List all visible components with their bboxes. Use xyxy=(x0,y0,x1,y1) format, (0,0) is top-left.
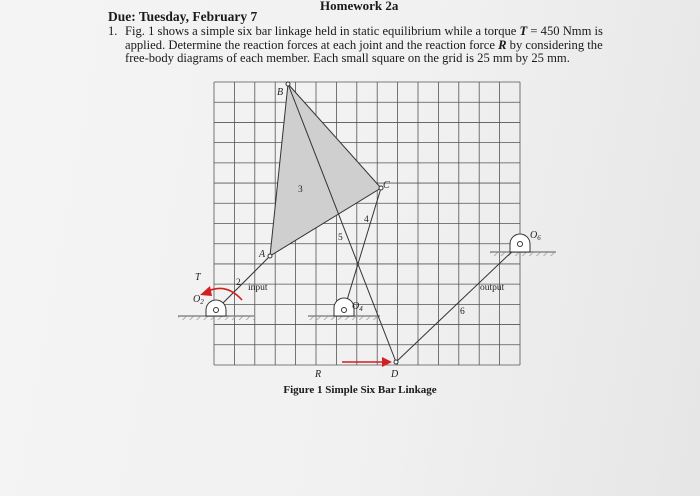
torque-symbol: T xyxy=(519,24,528,38)
label-o4: $O_4$ xyxy=(352,301,363,313)
homework-title: Homework 2a xyxy=(320,0,399,13)
force-arrow-r xyxy=(342,357,392,367)
figure-caption: Figure 1 Simple Six Bar Linkage xyxy=(283,384,437,396)
joint-b xyxy=(286,82,290,86)
force-symbol: R xyxy=(498,37,507,52)
label-o6: $O_6$ xyxy=(530,230,541,242)
label-output: output xyxy=(480,283,505,293)
due-date: Due: Tuesday, February 7 xyxy=(108,9,258,24)
problem-text-part1: Fig. 1 shows a simple six bar linkage held in static equilibrium while a torque xyxy=(125,24,520,38)
label-b: B xyxy=(277,87,284,98)
link-6-output xyxy=(396,244,520,362)
pivot-o4 xyxy=(334,298,354,316)
torque-arrow xyxy=(200,286,242,300)
pivot-o2 xyxy=(206,300,226,316)
ground-o2 xyxy=(178,316,254,320)
problem-text-part3: by considering the free-body diagrams of each member. Each small square on the grid is 25 mm by 25 mm. xyxy=(125,37,603,65)
label-input: input xyxy=(248,283,268,293)
label-t: T xyxy=(195,272,201,283)
link-3-ternary xyxy=(270,84,381,256)
pivot-o6 xyxy=(510,234,530,252)
joint-a xyxy=(268,254,272,258)
label-link-6: 6 xyxy=(460,307,465,317)
ground-o6 xyxy=(490,252,556,256)
joint-d xyxy=(394,360,398,364)
label-link-3: 3 xyxy=(298,185,303,195)
label-r: R xyxy=(315,369,322,380)
ground-o4 xyxy=(308,316,380,320)
label-link-4: 4 xyxy=(364,215,369,225)
label-link-5: 5 xyxy=(338,233,343,243)
label-d: D xyxy=(391,369,399,380)
problem-number: 1. xyxy=(108,24,118,38)
label-link-2: 2 xyxy=(236,278,241,288)
problem-text-part2: = 450 Nmm is applied. Determine the reaction forces at each joint and the reaction force xyxy=(125,24,603,52)
label-o2: $O_2$ xyxy=(193,294,204,306)
label-a: A xyxy=(259,249,266,260)
label-c: C xyxy=(383,180,390,191)
